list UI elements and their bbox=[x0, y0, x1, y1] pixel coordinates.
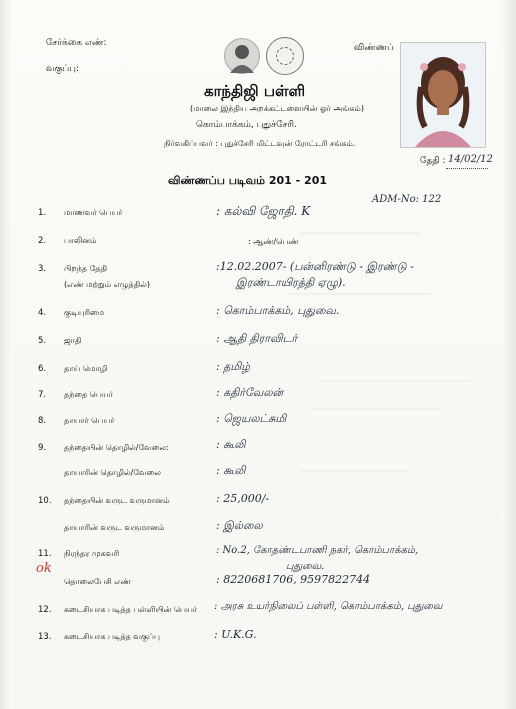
field-number: 10. bbox=[38, 496, 52, 506]
field-number: 3. bbox=[38, 264, 47, 274]
permanent-address-value: : No.2, கோதண்டபாணி நகர், கொம்பாக்கம், bbox=[216, 545, 419, 556]
caste-value: : ஆதி திராவிடர் bbox=[216, 332, 298, 345]
bleed-through-line bbox=[300, 470, 410, 472]
father-occupation-value: : கூலி bbox=[216, 438, 246, 451]
manager-line: நிர்வகிப்பவர் : புதுச்சேரி மிட்டவுன் ரோட்டரி சங்கம். bbox=[164, 139, 356, 148]
paper-edge bbox=[0, 0, 12, 709]
school-address: கொம்பாக்கம், புதுச்சேரி. bbox=[196, 120, 297, 130]
mother-name-label: தாயார் பெயர் bbox=[64, 416, 115, 425]
field-number: 4. bbox=[38, 308, 47, 318]
form-title: விண்ணப்ப படிவம் 201 - 201 bbox=[168, 174, 328, 187]
date-value: 14/02/12 bbox=[448, 154, 493, 165]
last-school-label: கடைசியாக படித்த பள்ளியின் பெயர் bbox=[64, 605, 198, 614]
application-number-label: விண்ணப் bbox=[354, 43, 394, 53]
field-number: 9. bbox=[38, 443, 47, 453]
bleed-through-line bbox=[300, 232, 420, 234]
birth-date-words: இரண்டாயிரத்தி ஏழு). bbox=[236, 276, 346, 289]
bleed-through-line bbox=[310, 408, 440, 410]
school-subtitle: (மாலை இந்திய அறக்கட்டளையின் ஓர் அங்கம்) bbox=[190, 104, 364, 113]
birth-date-sublabel: (எண் மற்றும் எழுத்தில்) bbox=[64, 280, 150, 289]
field-number: 5. bbox=[38, 336, 47, 346]
gandhi-portrait-icon bbox=[224, 38, 260, 74]
rotary-seal-icon bbox=[266, 37, 304, 75]
gender-label: பாலினம் bbox=[64, 236, 97, 245]
bleed-through-line bbox=[290, 293, 430, 295]
father-name-label: தந்தை பெயர் bbox=[64, 390, 113, 399]
mother-occupation-value: : கூலி bbox=[216, 464, 246, 477]
birth-date-value: :12.02.2007- (பன்னிரண்டு - இரண்டு - bbox=[216, 260, 414, 273]
date-label: தேதி : bbox=[420, 156, 446, 166]
field-number: 6. bbox=[38, 364, 47, 374]
date-dotted-line bbox=[446, 168, 488, 169]
father-income-value: : 25,000/- bbox=[216, 492, 270, 505]
mother-tongue-value: : தமிழ் bbox=[216, 360, 251, 373]
permanent-address-label: நிரந்தர முகவரி bbox=[64, 549, 120, 558]
student-name-label: மாணவர் பெயர் bbox=[64, 208, 123, 217]
birth-date-label: பிறந்த தேதி bbox=[64, 264, 108, 273]
caste-label: ஜாதி bbox=[64, 336, 82, 345]
mother-income-label: தாயாரின் வருட வருமானம் bbox=[64, 523, 165, 532]
field-number: 11. bbox=[38, 549, 52, 559]
class-label: வகுப்பு: bbox=[46, 64, 79, 74]
citizenship-label: குடியுரிமை bbox=[64, 308, 105, 317]
last-class-label: கடைசியாக படித்த வகுப்பு bbox=[64, 632, 160, 641]
phone-label: தொலைபேசி எண் bbox=[64, 577, 131, 586]
adm-number: ADM-No: 122 bbox=[372, 194, 442, 205]
field-number: 1. bbox=[38, 208, 47, 218]
father-name-value: : கதிர்வேலன் bbox=[216, 386, 284, 399]
school-name: காந்திஜி பள்ளி bbox=[204, 82, 306, 100]
gender-value: : ஆண்/பெண் bbox=[248, 237, 299, 246]
student-name-value: : கல்வி ஜோதி. K bbox=[216, 204, 311, 218]
phone-value: : 8220681706, 9597822744 bbox=[216, 573, 371, 586]
field-number: 13. bbox=[38, 632, 52, 642]
bleed-through-line bbox=[320, 380, 470, 382]
citizenship-value: : கொம்பாக்கம், புதுவை. bbox=[216, 304, 340, 317]
permanent-address-line2: புதுவை. bbox=[286, 561, 325, 572]
mother-tongue-label: தாய் மொழி bbox=[64, 364, 108, 373]
field-number: 2. bbox=[38, 236, 47, 246]
field-number: 7. bbox=[38, 390, 47, 400]
mother-income-value: : இல்லை bbox=[216, 519, 263, 532]
mother-name-value: : ஜெயலட்சுமி bbox=[216, 412, 287, 425]
paper-fold bbox=[502, 0, 516, 709]
admission-number-label: சேர்க்கை எண்: bbox=[46, 38, 107, 48]
field-number: 12. bbox=[38, 605, 52, 615]
last-school-value: : அரசு உயர்நிலைப் பள்ளி, கொம்பாக்கம், புதுவை bbox=[214, 601, 443, 612]
field-number: 8. bbox=[38, 416, 47, 426]
student-photo bbox=[400, 42, 486, 148]
mother-occupation-label: தாயாரின் தொழில்/வேலை bbox=[64, 468, 161, 477]
ok-handwritten-mark: ok bbox=[36, 561, 52, 576]
father-occupation-label: தந்தையின் தொழில்/வேலை: bbox=[64, 443, 169, 452]
last-class-value: : U.K.G. bbox=[214, 628, 257, 641]
father-income-label: தந்தையின் வருட வருமானம் bbox=[64, 496, 170, 505]
